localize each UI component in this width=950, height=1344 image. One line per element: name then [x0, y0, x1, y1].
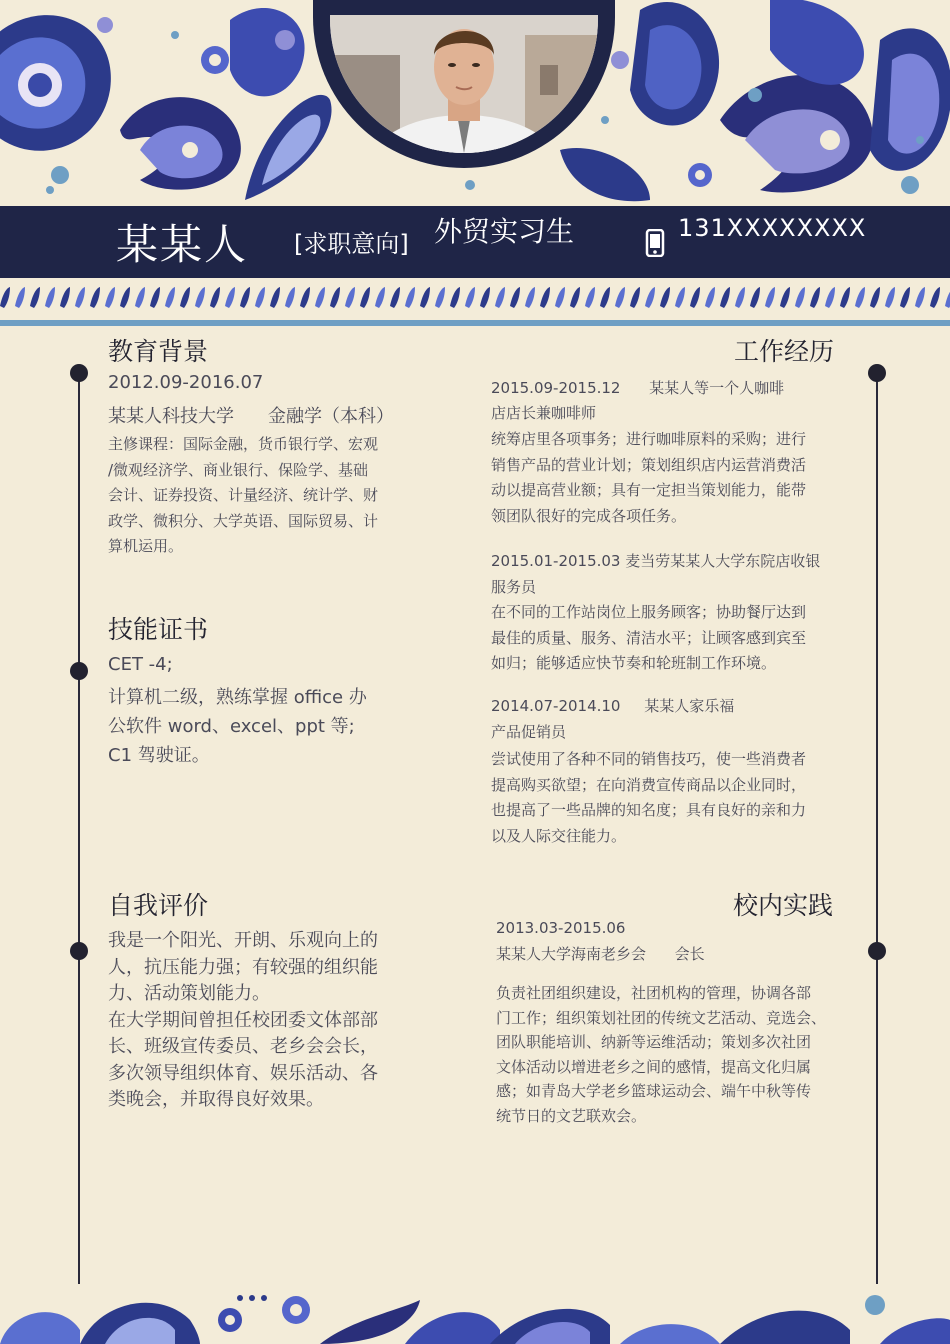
skill-item: CET -4; [108, 654, 173, 675]
work-item-role: 店店长兼咖啡师 [491, 404, 597, 422]
job-intent-label: [求职意向] [294, 230, 409, 258]
campus-heading: 校内实践 [733, 891, 834, 920]
work-item-desc: 在不同的工作站岗位上服务顾客；协助餐厅达到 最佳的质量、服务、清洁水平；让顾客感到宾至 如归；能够适应快节奏和轮班制工作环境。 [491, 603, 807, 672]
campus-period: 2013.03-2015.06 [496, 919, 626, 937]
phone-number: 131XXXXXXXX [678, 214, 867, 242]
timeline-dot [70, 662, 88, 680]
education-major: 金融学（本科） [268, 406, 394, 427]
skills-heading: 技能证书 [108, 615, 209, 644]
work-item-header: 2015.01-2015.03 麦当劳某某人大学东院店收银 [491, 552, 821, 570]
right-timeline [876, 372, 878, 1284]
education-period: 2012.09-2016.07 [108, 372, 264, 393]
self-eval-heading: 自我评价 [108, 891, 209, 920]
mobile-phone-icon [644, 229, 666, 257]
divider-line [0, 320, 950, 326]
work-item-role: 产品促销员 [491, 723, 567, 741]
timeline-dot [868, 364, 886, 382]
timeline-dot [70, 942, 88, 960]
work-heading: 工作经历 [734, 337, 835, 366]
left-timeline [78, 372, 80, 1284]
education-courses: 主修课程：国际金融，货币银行学、宏观 /微观经济学、商业银行、保险学、基础 会计、证券投资、计量经济、统计学、财 政学、微积分、大学英语、国际贸易、计 算机运用。 [108, 435, 379, 555]
work-item-header: 2015.09-2015.12 某某人等一个人咖啡 [491, 379, 785, 397]
candidate-name: 某某人 [116, 220, 249, 269]
timeline-dot [868, 942, 886, 960]
education-heading: 教育背景 [108, 337, 209, 366]
campus-org-role: 某某人大学海南老乡会 会长 [496, 945, 705, 963]
job-title: 外贸实习生 [434, 215, 575, 248]
work-item-desc: 统筹店里各项事务；进行咖啡原料的采购；进行 销售产品的营业计划；策划组织店内运营消费活 动以提高营业额；具有一定担当策划能力，能带 领团队很好的完成各项任务。 [491, 430, 807, 525]
work-item-role: 服务员 [491, 578, 537, 596]
braid-divider [0, 284, 950, 310]
paisley-decoration-bottom [0, 1290, 950, 1344]
work-item-desc: 尝试使用了各种不同的销售技巧，使一些消费者 提高购买欲望；在向消费宣传商品以企业同时， 也提高了一些品牌的知名度；具有良好的亲和力 以及人际交往能力。 [491, 750, 807, 845]
timeline-dot [70, 364, 88, 382]
skill-item: C1 驾驶证。 [108, 745, 210, 766]
campus-desc: 负责社团组织建设，社团机构的管理，协调各部 门工作；组织策划社团的传统文艺活动、竞选会、 团队职能培训、纳新等运维活动；策划多次社团 文体活动以增进老乡之间的感情，提高文化归属 感；如青岛大学老乡篮球运动会、端午中秋等传 统节日的文艺联欢会。 [496, 984, 827, 1125]
education-school: 某某人科技大学 [108, 406, 234, 427]
self-eval-text: 我是一个阳光、开朗、乐观向上的 人，抗压能力强；有较强的组织能 力、活动策划能力。 在大学期间曾担任校团委文体部部 长、班级宣传委员、老乡会会长， 多次领导组织体育、娱乐活动、各 类晚会，并取得良好效果。 [108, 930, 378, 1110]
skill-item: 计算机二级，熟练掌握 office 办 公软件 word、excel、ppt 等; [108, 687, 367, 737]
work-item-header: 2014.07-2014.10 某某人家乐福 [491, 697, 735, 715]
